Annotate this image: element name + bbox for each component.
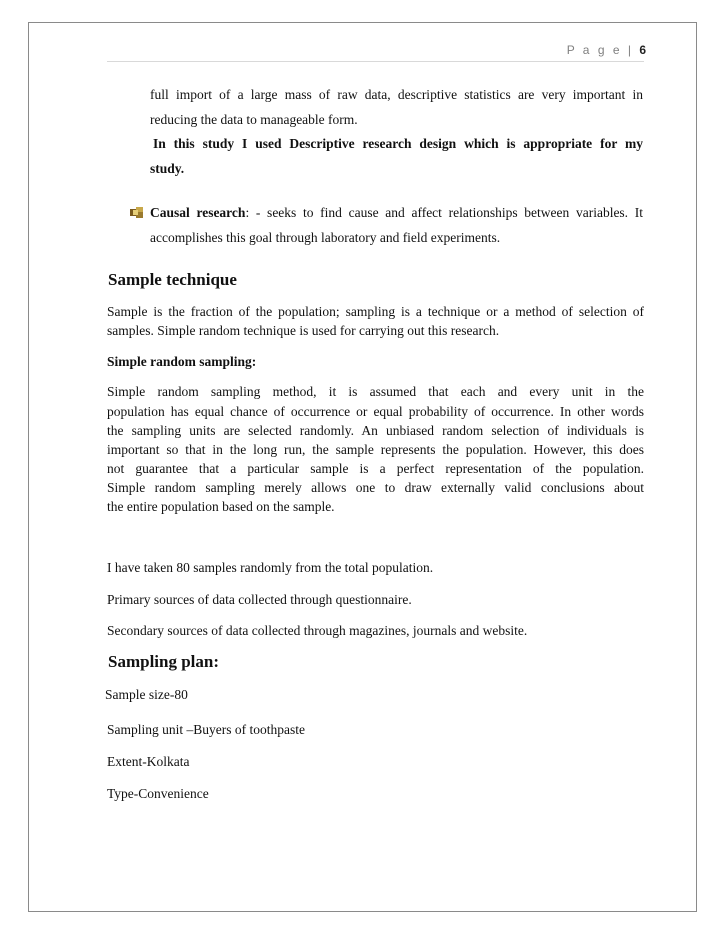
page-label: P a g e bbox=[566, 43, 622, 57]
sample-size: Sample size-80 bbox=[105, 687, 188, 702]
secondary-sources-statement: Secondary sources of data collected through magazines, journals and website. bbox=[107, 623, 528, 638]
srs-line-5: not guarantee that a particular sample is a perfect representation of the population. bbox=[107, 461, 644, 476]
primary-sources-statement: Primary sources of data collected through questionnaire. bbox=[107, 592, 412, 607]
srs-line-4: important so that in the long run, the sample represents the population. However, this does bbox=[107, 442, 644, 457]
sampling-plan-heading: Sampling plan: bbox=[108, 652, 220, 671]
causal-research-term: Causal research bbox=[150, 205, 246, 220]
page-header bbox=[567, 43, 646, 57]
srs-line-6: Simple random sampling merely allows one to draw externally valid conclusions about bbox=[107, 480, 644, 495]
intro-line-2: reducing the data to manageable form. bbox=[150, 112, 358, 127]
page-number: 6 bbox=[639, 43, 646, 57]
samples-statement: I have taken 80 samples randomly from the total population. bbox=[107, 560, 434, 575]
design-statement-line-2: study. bbox=[150, 161, 185, 176]
sampling-type: Type-Convenience bbox=[107, 786, 209, 801]
design-statement-line-1: In this study I used Descriptive research design which is appropriate for my bbox=[153, 136, 643, 151]
intro-line-1: full import of a large mass of raw data, descriptive statistics are very important in bbox=[150, 87, 643, 102]
causal-research-line-2: accomplishes this goal through laboratory and field experiments. bbox=[150, 230, 501, 245]
srs-line-2: population has equal chance of occurrence or equal probability of occurrence. In other words bbox=[107, 404, 644, 419]
diamond-bullet-icon bbox=[130, 207, 143, 218]
page-separator: | bbox=[627, 43, 634, 57]
sample-technique-line-2: samples. Simple random technique is used for carrying out this research. bbox=[107, 323, 500, 338]
srs-line-1: Simple random sampling method, it is assumed that each and every unit in the bbox=[107, 384, 644, 399]
header-rule bbox=[107, 61, 644, 62]
sample-technique-heading: Sample technique bbox=[108, 270, 237, 289]
sample-technique-line-1: Sample is the fraction of the population; sampling is a technique or a method of selection of bbox=[107, 304, 644, 319]
extent: Extent-Kolkata bbox=[107, 754, 190, 769]
sampling-unit: Sampling unit –Buyers of toothpaste bbox=[107, 722, 305, 737]
srs-line-7: the entire population based on the sample. bbox=[107, 499, 335, 514]
causal-research-line-1 bbox=[150, 202, 643, 224]
simple-random-sampling-heading: Simple random sampling: bbox=[107, 354, 257, 369]
srs-line-3: the sampling units are selected randomly. An unbiased random selection of individuals is bbox=[107, 423, 644, 438]
causal-research-definition: : - seeks to find cause and affect relationships between variables. It bbox=[245, 205, 643, 220]
